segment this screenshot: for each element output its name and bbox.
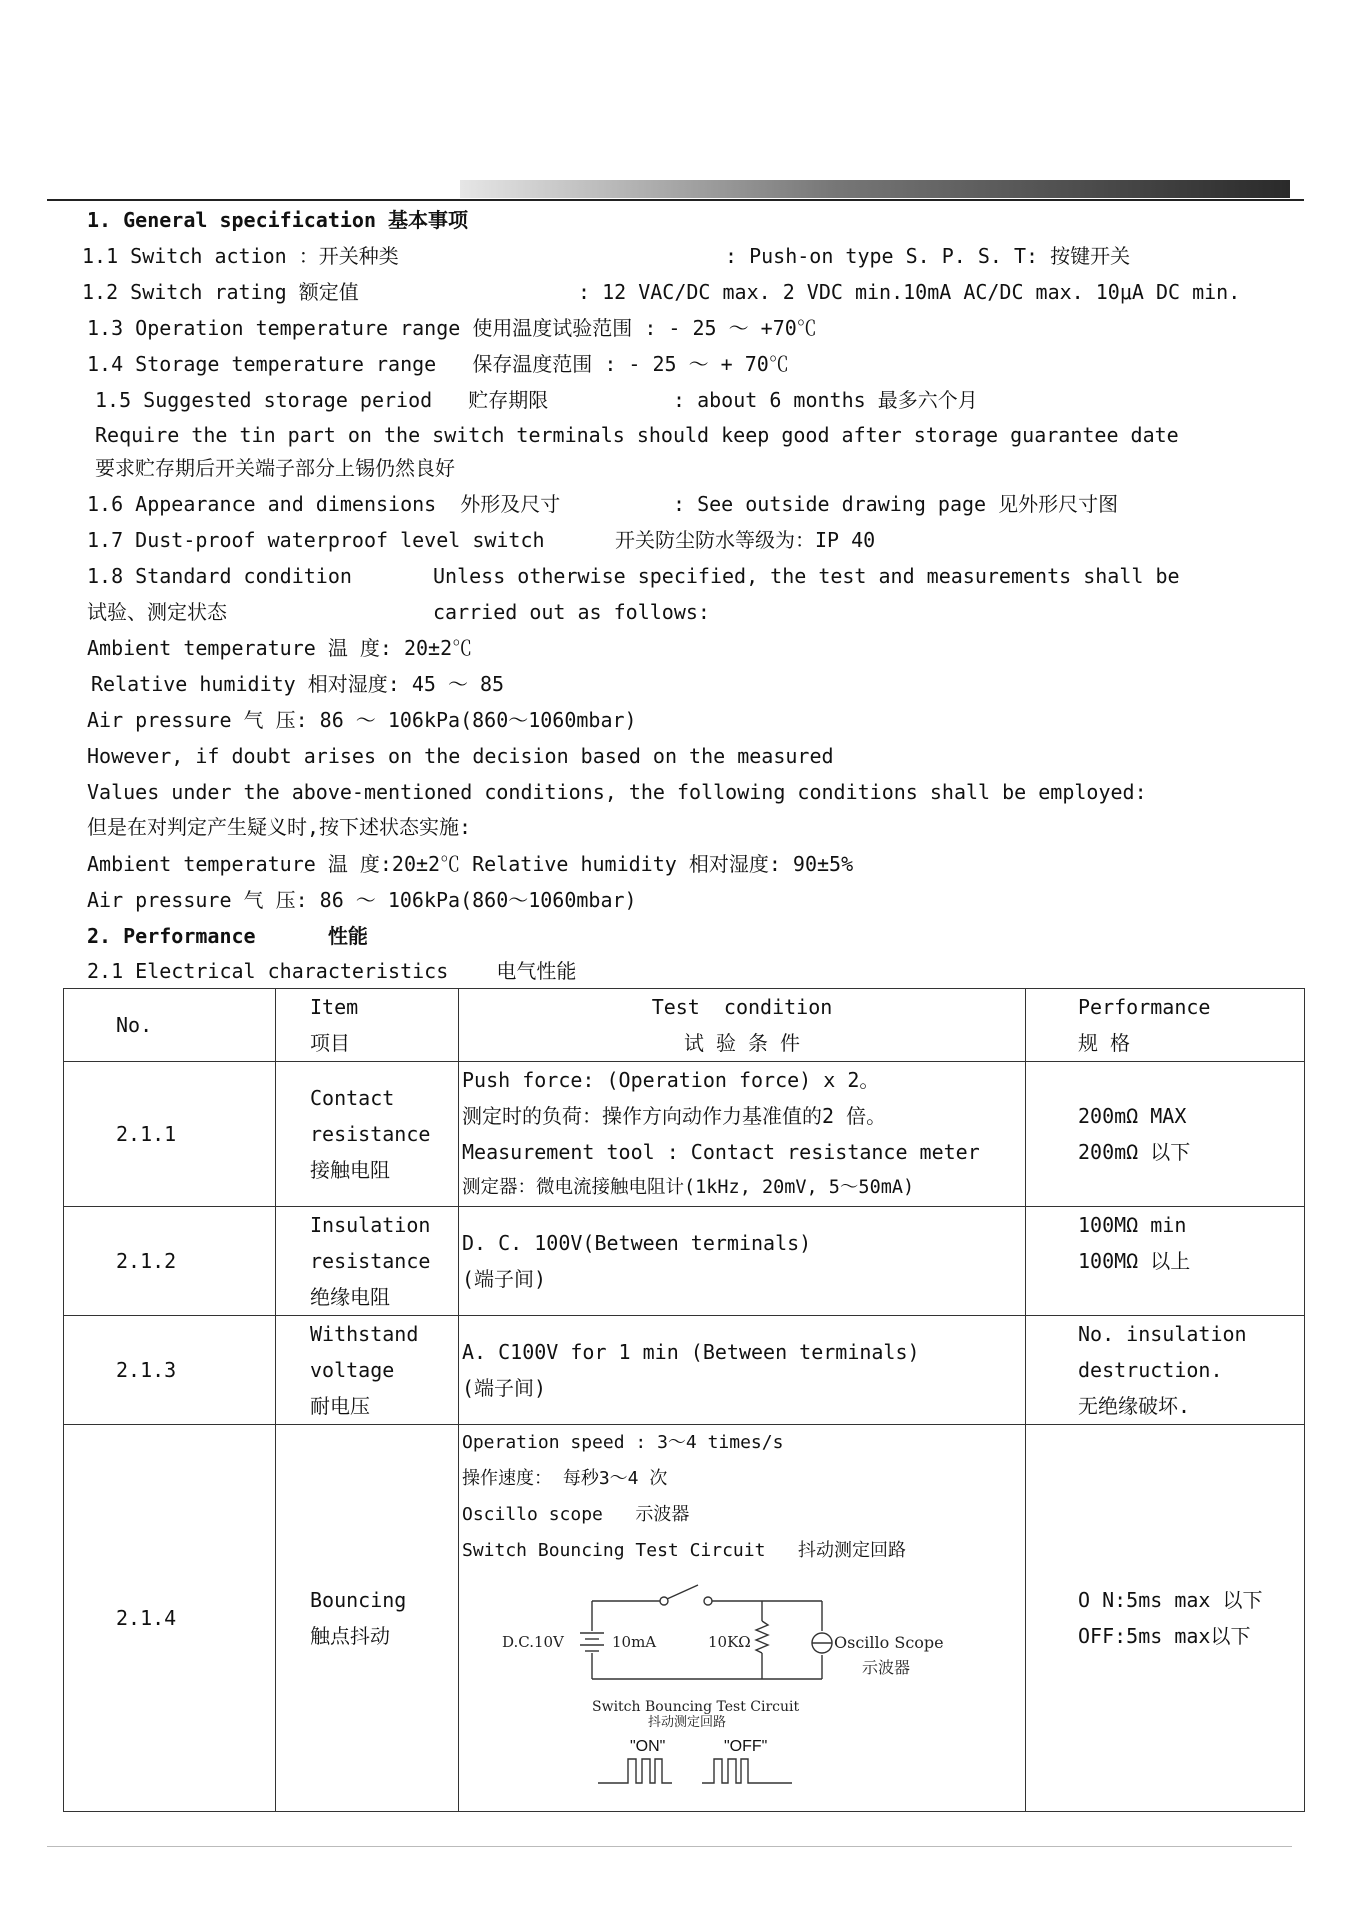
waveform-on <box>598 1759 672 1783</box>
row-performance-line: No. insulation <box>1078 1322 1247 1346</box>
switch-contact <box>660 1597 668 1605</box>
row-condition-line: 操作速度： 每秒3～4 次 <box>462 1468 668 1489</box>
however-line-1: However, if doubt arises on the decision based on the measured <box>87 744 834 768</box>
row-no: 2.1.3 <box>64 1316 276 1425</box>
table-header-row <box>64 989 1305 1062</box>
row-no: 2.1.4 <box>64 1425 276 1812</box>
row-no: 2.1.2 <box>64 1207 276 1316</box>
switch-contact <box>704 1597 712 1605</box>
table-row <box>64 1425 1305 1812</box>
section-2-1-heading: 2.1 Electrical characteristics 电气性能 <box>87 959 577 983</box>
row-performance-line: 无绝缘破坏. <box>1078 1394 1191 1418</box>
row-performance-line: 200mΩ MAX <box>1078 1104 1187 1128</box>
circuit-oscilloscope-cn-label: 示波器 <box>862 1658 911 1677</box>
circuit-resistor-label: 10KΩ <box>708 1633 751 1651</box>
row-condition-line: Operation speed : 3～4 times/s <box>462 1432 784 1453</box>
circuit-title-cn: 抖动测定回路 <box>648 1715 727 1730</box>
row-performance <box>1026 1316 1305 1425</box>
header-condition <box>459 989 1026 1062</box>
waveform-off <box>702 1759 792 1783</box>
spec-1-5-label: 1.5 Suggested storage period 贮存期限 <box>95 388 549 412</box>
row-performance-line: OFF:5ms max以下 <box>1078 1624 1251 1648</box>
row-condition <box>459 1425 1026 1812</box>
row-item-line: 绝缘电阻 <box>310 1285 390 1309</box>
row-condition <box>459 1316 1026 1425</box>
row-item <box>276 1316 459 1425</box>
spec-1-4: 1.4 Storage temperature range 保存温度范围 : - 25 ～ + 70℃ <box>87 352 789 376</box>
row-performance-line: O N:5ms max 以下 <box>1078 1588 1263 1612</box>
spec-1-7-label: 1.7 Dust-proof waterproof level switch <box>87 528 545 552</box>
air-pressure-2: Air pressure 气 压: 86 ～ 106kPa(860～1060mbar) <box>87 888 637 912</box>
however-line-2: Values under the above-mentioned conditions, the following conditions shall be employed: <box>87 780 1147 804</box>
section-2-heading: 2. Performance 性能 <box>87 924 368 948</box>
row-performance-line: 200mΩ 以下 <box>1078 1140 1191 1164</box>
waveform-off-label: "OFF" <box>724 1738 768 1755</box>
spec-1-1-label: 1.1 Switch action ：开关种类 <box>82 244 399 268</box>
row-condition-line: A. C100V for 1 min (Between terminals) <box>462 1340 920 1364</box>
row-performance-line: 100MΩ 以上 <box>1078 1249 1191 1273</box>
row-performance <box>1026 1207 1305 1316</box>
spec-1-3: 1.3 Operation temperature range 使用温度试验范围 : - 25 ～ +70℃ <box>87 316 817 340</box>
table-row <box>64 1207 1305 1316</box>
spec-1-5-note-cn: 要求贮存期后开关端子部分上锡仍然良好 <box>95 456 455 480</box>
spec-1-2-value: : 12 VAC/DC max. 2 VDC min.10mA AC/DC max. 10μA DC min. <box>578 280 1241 304</box>
header-performance <box>1026 989 1305 1062</box>
header-item <box>276 989 459 1062</box>
spec-1-6-label: 1.6 Appearance and dimensions 外形及尺寸 <box>87 492 561 516</box>
row-item-line: Contact <box>310 1086 395 1110</box>
row-item-line: voltage <box>310 1358 395 1382</box>
spec-1-6-value: : See outside drawing page 见外形尺寸图 <box>673 492 1119 516</box>
section-1-heading: 1. General specification 基本事项 <box>87 208 469 232</box>
header-gradient-bar <box>460 180 1290 198</box>
row-item-line: 触点抖动 <box>310 1624 390 1648</box>
row-item <box>276 1207 459 1316</box>
row-item <box>276 1062 459 1207</box>
row-condition-line: 测定器：微电流接触电阻计(1kHz, 20mV, 5～50mA) <box>462 1177 915 1198</box>
table-row <box>64 1062 1305 1207</box>
row-condition-line: 测定时的负荷：操作方向动作力基准值的2 倍。 <box>462 1104 887 1128</box>
header-no-text: No. <box>116 1013 153 1037</box>
row-condition-line: D. C. 100V(Between terminals) <box>462 1231 812 1255</box>
header-performance-en: Performance <box>1078 995 1211 1019</box>
header-condition-en: Test condition <box>651 995 833 1019</box>
spec-1-5-note-en: Require the tin part on the switch terminals should keep good after storage guarantee date <box>95 423 1179 447</box>
row-condition-line: Measurement tool : Contact resistance meter <box>462 1140 980 1164</box>
footer-rule <box>47 1846 1292 1847</box>
row-performance <box>1026 1425 1305 1812</box>
row-performance-line: 100MΩ min <box>1078 1213 1187 1237</box>
circuit-title: Switch Bouncing Test Circuit <box>592 1699 800 1715</box>
bouncing-test-circuit-diagram <box>462 1573 982 1805</box>
circuit-oscilloscope-label: Oscillo Scope <box>834 1633 944 1652</box>
however-line-cn: 但是在对判定产生疑义时,按下述状态实施: <box>87 815 472 839</box>
spec-1-5-value: : about 6 months 最多六个月 <box>673 388 978 412</box>
row-item <box>276 1425 459 1812</box>
header-no <box>64 989 276 1062</box>
spec-1-7-value: 开关防尘防水等级为：IP 40 <box>615 528 876 552</box>
row-item-line: resistance <box>310 1249 431 1273</box>
row-condition <box>459 1207 1026 1316</box>
air-pressure: Air pressure 气 压: 86 ～ 106kPa(860～1060mbar) <box>87 708 637 732</box>
circuit-dc-label: D.C.10V <box>502 1633 564 1651</box>
table-row <box>64 1316 1305 1425</box>
ambient-temperature: Ambient temperature 温 度: 20±2℃ <box>87 636 473 660</box>
row-condition-line: Oscillo scope 示波器 <box>462 1504 690 1525</box>
spec-1-2-label: 1.2 Switch rating 额定值 <box>82 280 359 304</box>
row-condition-line: (端子间) <box>462 1267 547 1291</box>
circuit-ma-label: 10mA <box>612 1633 657 1651</box>
electrical-characteristics-table <box>63 988 1305 1812</box>
row-item-line: Insulation <box>310 1213 431 1237</box>
row-performance-line: destruction. <box>1078 1358 1223 1382</box>
row-item-line: Bouncing <box>310 1588 407 1612</box>
switch-lever <box>667 1585 698 1599</box>
header-item-cn: 项目 <box>310 1031 350 1055</box>
relative-humidity: Relative humidity 相对湿度: 45 ～ 85 <box>91 672 505 696</box>
header-condition-cn: 试 验 条 件 <box>683 1031 801 1055</box>
spec-1-8-value-1: Unless otherwise specified, the test and measurements shall be <box>433 564 1180 588</box>
row-item-line: 耐电压 <box>310 1394 370 1418</box>
ambient-temperature-2: Ambient temperature 温 度:20±2℃ Relative humidity 相对湿度: 90±5% <box>87 852 854 876</box>
waveform-on-label: "ON" <box>630 1738 666 1755</box>
row-performance <box>1026 1062 1305 1207</box>
spec-1-8-value-2: carried out as follows: <box>433 600 710 624</box>
spec-1-8-label: 1.8 Standard condition <box>87 564 352 588</box>
row-condition-line: Switch Bouncing Test Circuit 抖动测定回路 <box>462 1540 906 1561</box>
row-condition <box>459 1062 1026 1207</box>
header-rule <box>47 199 1304 201</box>
row-item-line: resistance <box>310 1122 431 1146</box>
header-item-en: Item <box>310 995 359 1019</box>
resistor-zigzag <box>756 1621 768 1653</box>
row-condition-line: (端子间) <box>462 1376 547 1400</box>
spec-1-8-label-cn: 试验、测定状态 <box>87 600 227 624</box>
header-performance-cn: 规 格 <box>1078 1031 1131 1055</box>
row-condition-line: Push force: (Operation force) x 2。 <box>462 1068 880 1092</box>
row-no: 2.1.1 <box>64 1062 276 1207</box>
row-item-line: 接触电阻 <box>310 1158 390 1182</box>
spec-1-1-value: : Push-on type S. P. S. T: 按键开关 <box>725 244 1131 268</box>
row-item-line: Withstand <box>310 1322 419 1346</box>
